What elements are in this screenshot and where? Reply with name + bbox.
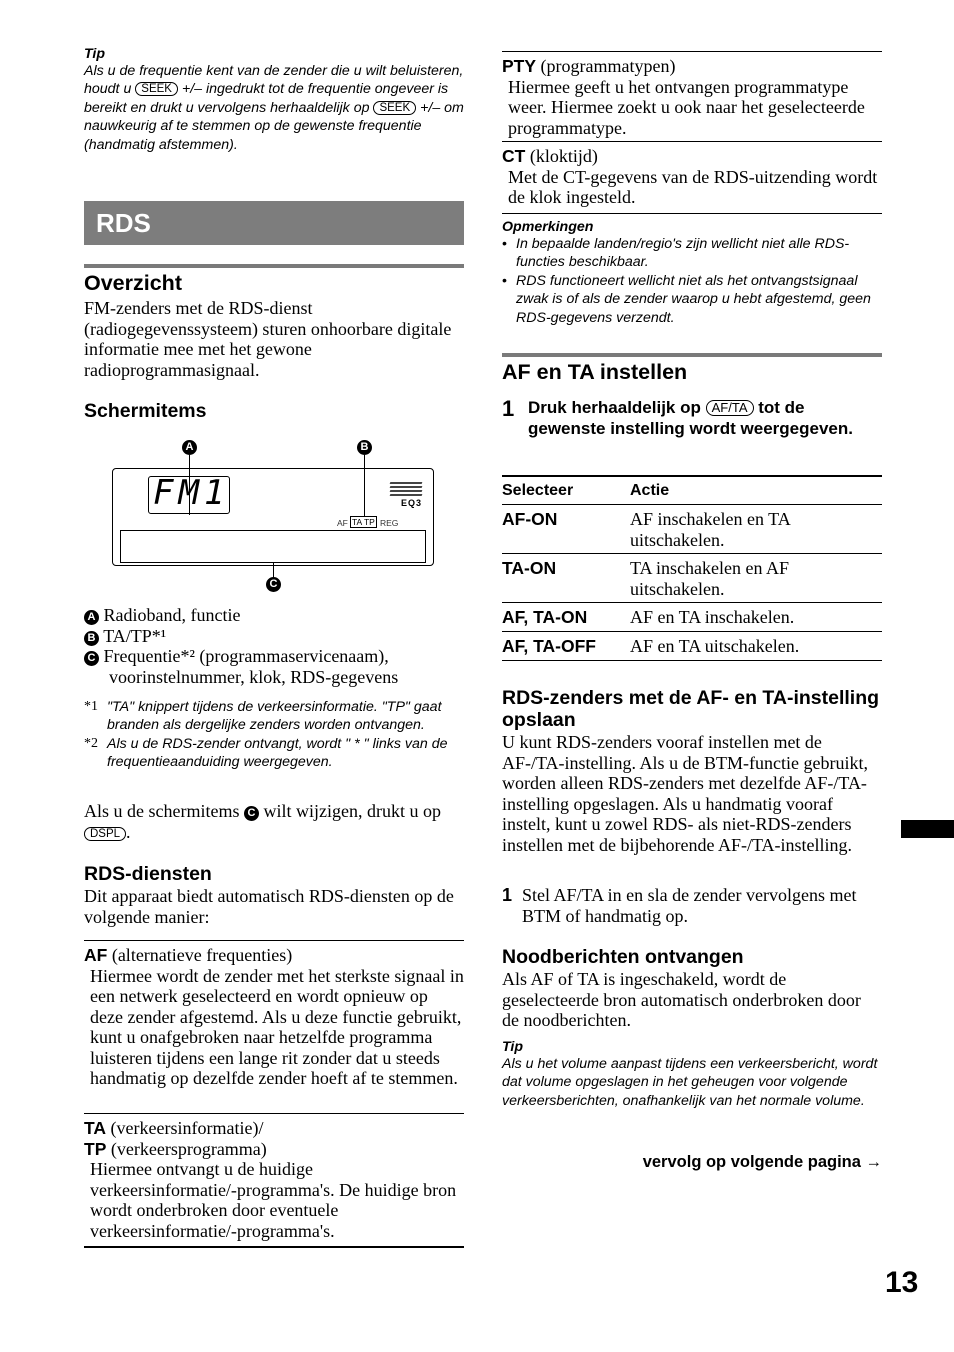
page-number: 13 [885,1266,919,1299]
note-item: • In bepaalde landen/regio's zijn wellicht niet alle RDS-functies beschikbaar. [502,236,850,271]
notes-block [502,219,882,327]
tip-block-2 [502,1039,882,1110]
notes-title: Opmerkingen [502,219,594,235]
dspl-button: DSPL [84,827,126,841]
callout-a: A [182,440,197,455]
opslaan-step: 1 Stel AF/TA in en sla de zender vervolgens met BTM of handmatig op. [502,885,857,926]
diensten-title: RDS-diensten [84,863,212,885]
fm-readout: FM1 [148,476,230,514]
section-title-overzicht: Overzicht [84,271,182,295]
table-row: AF, TA-OFF AF en TA uitschakelen. [502,632,882,661]
section-rule [502,353,882,357]
section-rule [84,264,464,268]
change-display-text: Als u de schermitems C wilt wijzigen, drukt u op DSPL . [84,801,441,842]
table-row: TA-ON TA inschakelen en AF uitschakelen. [502,554,882,603]
service-af: AF (alternatieve frequenties) Hiermee wordt de zender met het sterkste signaal in een netwerk geselecteerd en wordt opnieuw op deze zender afgestemd. Als u deze functie gebruikt, kunt u onafgebroken naar hetzelfde programma luisteren tijdens een lange rit zonder dat u steeds handmatig op dezelfde zender hoeft af te stemmen. [84,940,464,1089]
service-pty: PTY (programmatypen) Hiermee geeft u het ontvangen programmatype weer. Hiermee zoekt u ook naar het geselecteerde programmatype. [502,51,882,138]
af-indicator: AF [337,518,348,528]
tip-title: Tip [84,46,106,62]
seek-button: SEEK [373,101,416,115]
legend [84,605,464,687]
af-ta-button: AF/TA [706,400,754,416]
nood-title: Noodberichten ontvangen [502,946,744,968]
footnote: *1 "TA" knippert tijdens de verkeersinformatie. "TP" gaat branden als dergelijke zenders worden ontvangen. [84,699,442,734]
display-diagram [112,438,434,598]
overzicht-text: FM-zenders met de RDS-dienst (radiogegevenssysteem) sturen onhoorbare digitale informatie mee met het gewone radioprogrammasignaal. [84,298,452,380]
tip-text: Als u de frequentie kent van de zender die u wilt beluisteren, houdt u SEEK +/– ingedrukt tot de frequentie ongeveer is bereikt en drukt u vervolgens herhaaldelijk op SEEK +/– om nauwkeurig af te stemmen op de gewenste frequentie (handmatig afstemmen). [84,63,464,153]
service-ct: CT (kloktijd) Met de CT-gegevens van de RDS-uitzending wordt de klok ingesteld. [502,141,882,214]
continue-note: vervolg op volgende pagina → [642,1153,882,1171]
frequency-field [120,530,426,563]
nood-text: Als AF of TA is ingeschakeld, wordt de geselecteerde bron automatisch onderbroken door de noodberichten. [502,969,861,1030]
af-ta-title: AF en TA instellen [502,360,688,384]
seek-button: SEEK [135,82,178,96]
legend-item: B TA/TP*¹ [84,626,464,647]
tatp-indicator: TA TP [352,517,375,527]
tip-title: Tip [502,1039,524,1055]
opslaan-text: U kunt RDS-zenders vooraf instellen met de AF-/TA-instelling. Als u de BTM-functie gebruikt, worden alleen RDS-zenders met dezelfde AF-/TA-instelling opgeslagen. Als u handmatig vooraf instelt, kunt u zowel RDS- als niet-RDS-zenders instellen met de bijbehorende AF-/TA-instelling. [502,732,869,855]
table-header: Selecteer Actie [502,482,670,499]
table-row: AF, TA-ON AF en TA inschakelen. [502,603,882,632]
rds-banner [84,201,464,245]
diensten-intro: Dit apparaat biedt automatisch RDS-diensten op de volgende manier: [84,886,454,927]
footnote: *2 Als u de RDS-zender ontvangt, wordt " * " links van de frequentieaanduiding weergegeven. [84,735,448,771]
legend-item: A Radioband, functie [84,605,464,626]
af-ta-step: 1 Druk herhaaldelijk op AF/TA tot de gewenste instelling wordt weergegeven. [502,396,853,438]
tip-block [84,46,464,154]
legend-item: C Frequentie*² (programmaservicenaam), voorinstelnummer, klok, RDS-gegevens [84,646,464,687]
reg-indicator: REG [380,518,399,528]
table-row: AF-ON AF inschakelen en TA uitschakelen. [502,505,882,554]
callout-c: C [266,577,281,592]
schermitems-title: Schermitems [84,400,207,422]
opslaan-title: RDS-zenders met de AF- en TA-instelling opslaan [502,687,880,731]
thumb-tab [901,820,954,838]
service-ta-tp: TA (verkeersinformatie)/ TP (verkeersprogramma) Hiermee ontvangt u de huidige verkeersinformatie/-programma's. De huidige bron wordt onderbroken door eventuele verkeersinformatie/-programma's. [84,1113,464,1248]
banner-title: RDS [96,208,151,238]
note-item: • RDS functioneert wellicht niet als het ontvangstsignaal zwak is of als de zender waarop u hebt afgestemd, geen RDS-gegevens verzendt. [502,272,871,326]
callout-b: B [357,440,372,455]
footnotes [84,698,464,772]
af-ta-table [502,475,882,661]
tip-text: Als u het volume aanpast tijdens een verkeersbericht, wordt dat volume opgeslagen in het geheugen voor volgende verkeersberichten, onafhankelijk van het normale volume. [502,1056,878,1109]
eq-icon: EQ3 [390,482,422,508]
